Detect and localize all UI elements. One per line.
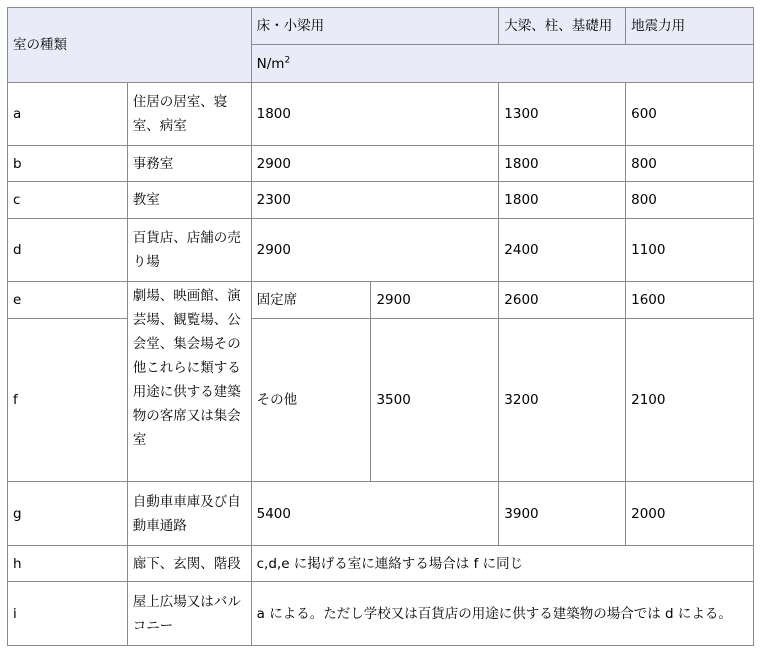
row-beam: 1800	[499, 182, 626, 219]
row-seismic: 800	[626, 146, 754, 182]
row-key: d	[8, 219, 128, 282]
table-row	[8, 319, 754, 482]
row-name: 事務室	[127, 146, 251, 182]
unit-exponent: 2	[284, 55, 291, 65]
row-note: c,d,e に掲げる室に連絡する場合は f に同じ	[251, 546, 753, 582]
header-seismic: 地震力用	[626, 8, 754, 45]
row-beam: 3200	[499, 319, 626, 482]
live-load-table	[7, 7, 754, 646]
table-row	[8, 219, 754, 282]
header-unit	[251, 45, 753, 83]
table-row	[8, 546, 754, 582]
row-key: e	[8, 282, 128, 319]
row-key: c	[8, 182, 128, 219]
row-beam: 1300	[499, 83, 626, 146]
row-key: b	[8, 146, 128, 182]
row-key: g	[8, 482, 128, 546]
row-note: a による。ただし学校又は百貨店の用途に供する建築物の場合では d による。	[251, 582, 753, 646]
row-beam: 1800	[499, 146, 626, 182]
row-name: 教室	[127, 182, 251, 219]
row-sub: その他	[251, 319, 371, 482]
row-name: 百貨店、店舗の売り場	[127, 219, 251, 282]
table-row	[8, 182, 754, 219]
table-row	[8, 282, 754, 319]
row-seismic: 2100	[626, 319, 754, 482]
row-beam: 2600	[499, 282, 626, 319]
row-seismic: 800	[626, 182, 754, 219]
row-floor: 1800	[251, 83, 499, 146]
row-beam: 3900	[499, 482, 626, 546]
table-row	[8, 482, 754, 546]
table-row	[8, 83, 754, 146]
header-room-type: 室の種類	[8, 8, 252, 83]
row-seismic: 1600	[626, 282, 754, 319]
row-key: i	[8, 582, 128, 646]
row-sub: 固定席	[251, 282, 371, 319]
row-name-theater: 劇場、映画館、演芸場、観覧場、公会堂、集会場その他これらに類する用途に供する建築物の客席又は集会室	[127, 282, 251, 482]
row-seismic: 600	[626, 83, 754, 146]
row-seismic: 2000	[626, 482, 754, 546]
row-floor: 3500	[371, 319, 499, 482]
unit-base: N/m	[256, 55, 285, 72]
row-name: 屋上広場又はバルコニー	[127, 582, 251, 646]
row-floor: 2900	[371, 282, 499, 319]
header-beam: 大梁、柱、基礎用	[499, 8, 626, 45]
table-row	[8, 582, 754, 646]
row-floor: 2900	[251, 146, 499, 182]
row-name: 廊下、玄関、階段	[127, 546, 251, 582]
row-beam: 2400	[499, 219, 626, 282]
header-floor: 床・小梁用	[251, 8, 499, 45]
row-seismic: 1100	[626, 219, 754, 282]
row-floor: 2900	[251, 219, 499, 282]
row-key: a	[8, 83, 128, 146]
row-name: 住居の居室、寝室、病室	[127, 83, 251, 146]
row-floor: 2300	[251, 182, 499, 219]
row-key: h	[8, 546, 128, 582]
row-name: 自動車車庫及び自動車通路	[127, 482, 251, 546]
row-key: f	[8, 319, 128, 482]
row-floor: 5400	[251, 482, 499, 546]
table-row	[8, 146, 754, 182]
